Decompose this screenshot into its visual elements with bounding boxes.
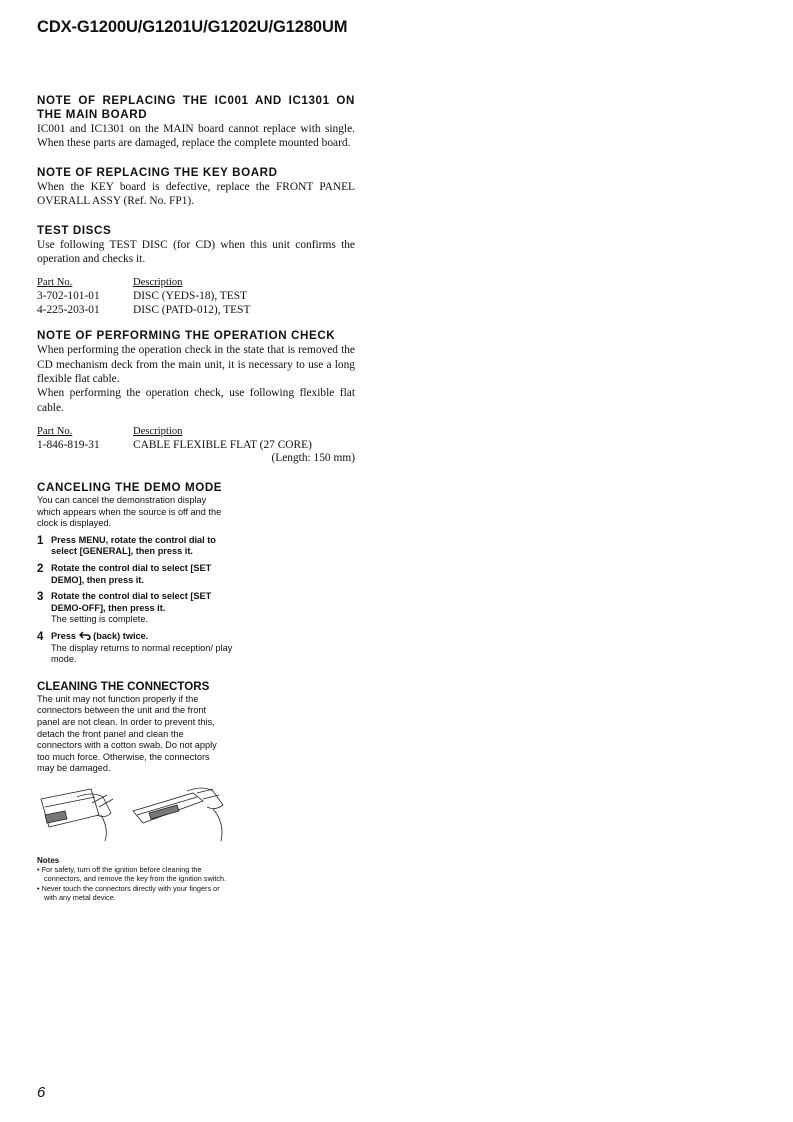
main-board-body: IC001 and IC1301 on the MAIN board cannot replace with single. When these parts are damaged, replace the complete mounted board. [37,123,355,150]
step-text-pre: Press [51,630,79,641]
cleaning-illustration [37,785,237,845]
part-description: DISC (YEDS-18), TEST [133,290,248,303]
section-operation-check [37,329,355,415]
list-item [37,631,355,666]
table-header [37,425,355,439]
test-disc-table [37,276,355,317]
demo-steps [37,535,355,666]
part-no: 1-846-819-31 [37,438,100,451]
content-column [37,94,355,903]
step-text [51,631,236,643]
step-text: Rotate the control dial to select [SET DEMO-OFF], then press it. [51,591,212,613]
part-no: 3-702-101-01 [37,290,100,303]
step-text-post: (back) twice. [90,630,149,641]
section-test-discs [37,224,355,267]
step-note: The display returns to normal reception/ play mode. [51,642,233,665]
key-board-body: When the KEY board is defective, replace the FRONT PANEL OVERALL ASSY (Ref. No. FP1). [37,180,355,208]
step-number: 4 [37,630,44,643]
part-description: DISC (PATD-012), TEST [133,303,251,316]
table-row [37,439,355,453]
table-row [37,304,355,318]
operation-check-heading: NOTE OF PERFORMING THE OPERATION CHECK [37,329,336,343]
list-item [37,563,355,586]
note-item: • Never touch the connectors directly with your fingers or with any metal device. [37,883,220,903]
main-board-heading: NOTE OF REPLACING THE IC001 AND IC1301 ON THE MAIN BOARD [37,94,355,121]
table-row [37,290,355,304]
back-icon [79,631,91,640]
step-number: 3 [37,591,44,604]
list-item [37,535,355,558]
section-demo [37,481,355,666]
step-text: Press MENU, rotate the control dial to select [GENERAL], then press it. [51,534,216,557]
step-number: 1 [37,534,44,547]
page-number: 6 [37,1084,46,1101]
step-note: The setting is complete. [51,614,149,625]
col-part-no: Part No. [37,426,73,438]
part-no: 4-225-203-01 [37,303,100,316]
step-number: 2 [37,563,44,575]
demo-heading: CANCELING THE DEMO MODE [37,481,223,495]
cable-length: (Length: 150 mm) [271,452,355,465]
table-header [37,276,355,290]
notes-heading: Notes [37,855,60,865]
list-item [37,591,355,626]
section-cleaning [37,680,355,903]
note-item: • For safety, turn off the ignition before cleaning the connectors, and remove the key from the ignition switch. [37,864,227,884]
col-description: Description [133,426,183,438]
cleaning-heading: CLEANING THE CONNECTORS [37,679,210,693]
test-discs-heading: TEST DISCS [37,223,112,237]
table-row [37,452,355,466]
col-description: Description [133,277,183,289]
cleaning-body: The unit may not function properly if the connectors between the unit and the front panel are not clean. In order to prevent this, detach the front panel and clean the connectors with a cotton swab. Do not apply too much force. Otherwise, the connectors may be damaged. [37,693,217,774]
section-key-board [37,166,355,209]
demo-intro: You can cancel the demonstration display which appears when the source is off and the clock is displayed. [37,495,222,529]
col-part-no: Part No. [37,277,73,289]
operation-check-body-2: When performing the operation check, use following flexible flat cable. [37,387,355,414]
key-board-heading: NOTE OF REPLACING THE KEY BOARD [37,165,278,179]
model-title: CDX-G1200U/G1201U/G1202U/G1280UM [37,18,348,36]
step-text: Rotate the control dial to select [SET DEMO], then press it. [51,563,212,585]
cable-table [37,425,355,466]
part-description: CABLE FLEXIBLE FLAT (27 CORE) [133,438,312,451]
operation-check-body-1: When performing the operation check in the state that is removed the CD mechanism deck from the main unit, it is necessary to use a long flexible flat cable. [37,344,355,386]
section-main-board [37,94,355,151]
test-discs-body: Use following TEST DISC (for CD) when this unit confirms the operation and checks it. [37,238,355,266]
